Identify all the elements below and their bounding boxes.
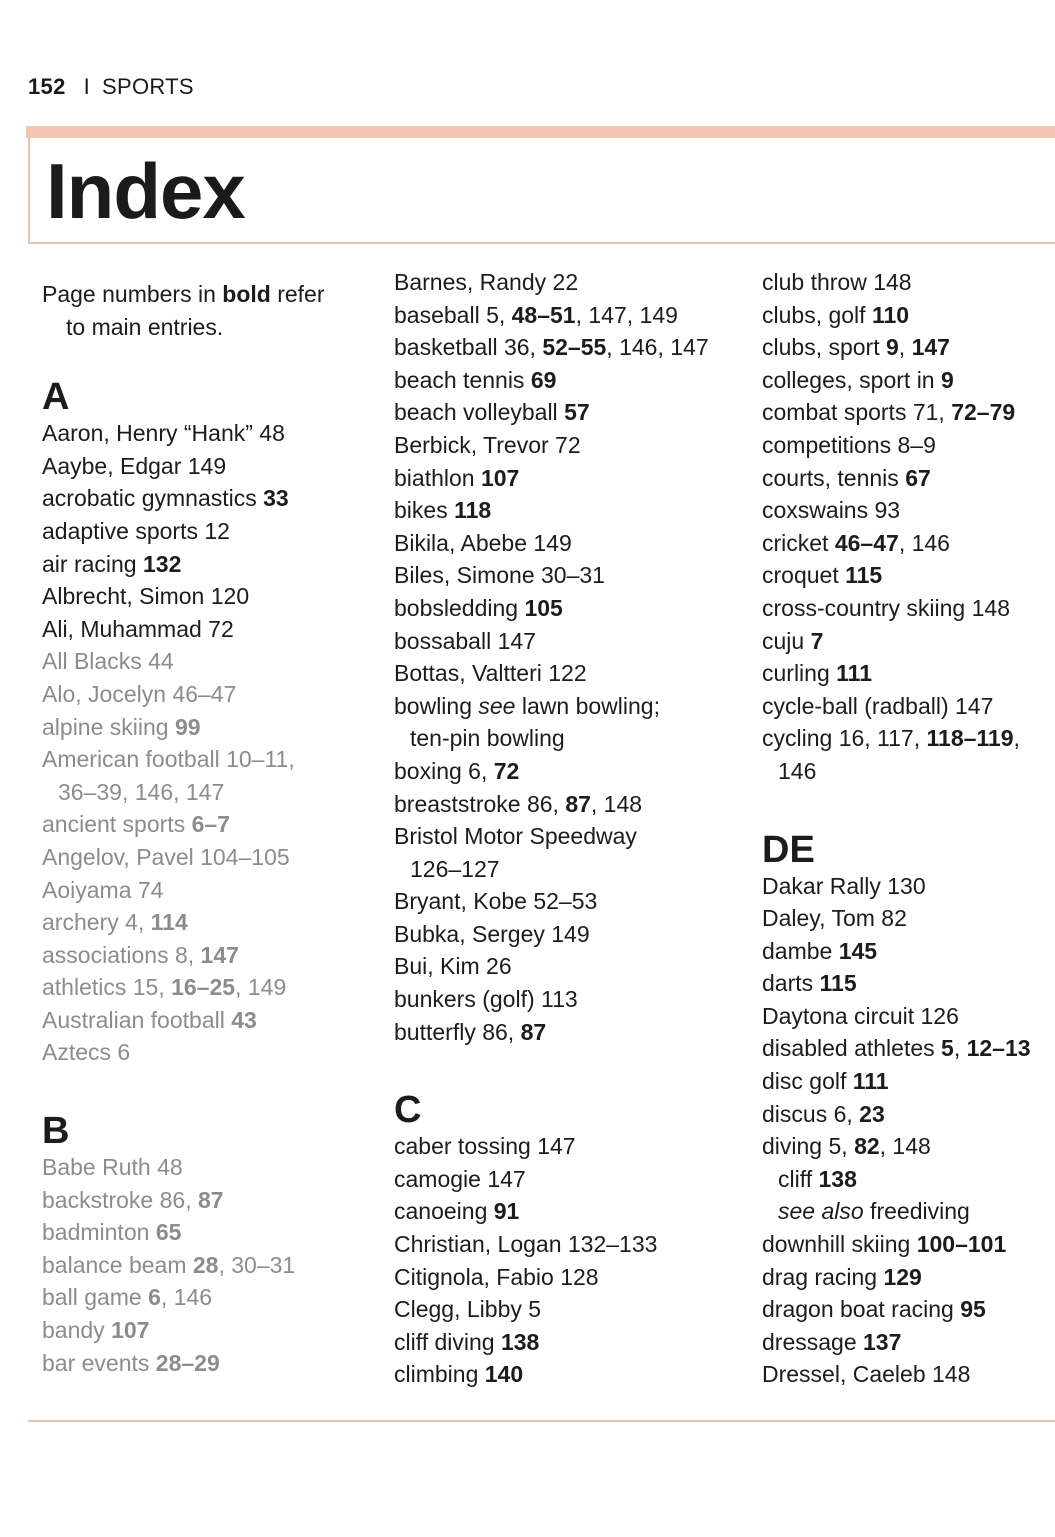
entry-text: cricket: [762, 529, 835, 556]
index-column-2: [394, 266, 744, 1391]
entry-text: Daley, Tom 82: [762, 905, 907, 932]
page-ref: 95: [960, 1296, 986, 1323]
entry-text: American football 10–11,: [42, 746, 295, 773]
entry-text: butterfly 86,: [394, 1018, 521, 1045]
index-entry: [394, 429, 744, 462]
index-entry: [762, 1065, 1052, 1098]
page-ref: 12–13: [966, 1035, 1031, 1062]
entry-text: camogie 147: [394, 1165, 526, 1192]
entry-text: ,: [1013, 725, 1020, 752]
note-bold: bold: [222, 281, 271, 307]
page-ref: 28: [192, 1251, 219, 1278]
entry-text: caber tossing 147: [394, 1133, 576, 1160]
page-ref: 105: [524, 594, 563, 621]
index-entry: [762, 870, 1052, 903]
index-entry: [762, 1326, 1052, 1359]
page-ref: 87: [565, 790, 591, 817]
entry-text: Alo, Jocelyn 46–47: [42, 680, 237, 707]
column-1-groups: [42, 377, 362, 1379]
page-ref: 111: [836, 660, 872, 687]
index-entry: [394, 299, 744, 332]
entry-text: dressage: [762, 1328, 864, 1355]
index-entry: [394, 625, 744, 658]
index-entry: [42, 645, 362, 678]
page-ref: 5: [941, 1035, 954, 1062]
index-entry: [762, 462, 1052, 495]
note-text-1: Page numbers in: [42, 281, 223, 307]
page-ref: 9: [940, 366, 954, 393]
index-entry: [42, 808, 362, 841]
index-entry: [394, 788, 744, 821]
entry-text: darts: [762, 970, 820, 997]
index-entry: [42, 1184, 362, 1217]
entry-text: bikes: [394, 497, 455, 524]
entry-text: clubs, golf: [762, 301, 872, 328]
page-ref: 82: [854, 1133, 880, 1160]
index-entry: [394, 690, 744, 723]
index-entry: [42, 1004, 362, 1037]
index-entry: [394, 1293, 744, 1326]
index-entry: [394, 1195, 744, 1228]
index-entry: [394, 1130, 744, 1163]
entry-text: see: [478, 692, 516, 719]
entry-text: backstroke 86,: [42, 1186, 198, 1213]
index-entry: [762, 299, 1052, 332]
entry-text: badminton: [42, 1219, 156, 1246]
entry-text: , 148: [879, 1133, 931, 1160]
page-ref: 147: [911, 334, 950, 361]
index-entry: [762, 902, 1052, 935]
entry-text: Biles, Simone 30–31: [394, 562, 605, 589]
index-entry: [394, 853, 744, 886]
index-entry: [42, 874, 362, 907]
page-ref: 23: [859, 1100, 885, 1127]
index-entry: [762, 935, 1052, 968]
entry-text: acrobatic gymnastics: [42, 485, 264, 512]
entry-text: beach volleyball: [394, 399, 565, 426]
page-ref: 147: [200, 941, 239, 968]
index-entry: [762, 755, 1052, 788]
entry-text: cuju: [762, 627, 811, 654]
index-entry: [394, 722, 744, 755]
entry-text: 36–39, 146, 147: [58, 778, 225, 805]
entry-text: canoeing: [394, 1198, 494, 1225]
index-entry: [42, 482, 362, 515]
index-entry: [394, 983, 744, 1016]
index-entry: [42, 1281, 362, 1314]
index-entry: [762, 429, 1052, 462]
entry-text: Albrecht, Simon 120: [42, 583, 250, 610]
entry-text: balance beam: [42, 1251, 193, 1278]
page-ref: 129: [883, 1263, 922, 1290]
page-ref: 107: [111, 1317, 150, 1344]
index-entry: [42, 1347, 362, 1380]
entry-text: Bubka, Sergey 149: [394, 920, 590, 947]
page-ref: 52–55: [542, 334, 607, 361]
section-letter: C: [394, 1089, 422, 1132]
entry-text: baseball 5,: [394, 301, 512, 328]
entry-text: colleges, sport in: [762, 366, 941, 393]
entry-text: cross-country skiing 148: [762, 594, 1010, 621]
bottom-rule: [28, 1420, 1055, 1422]
page-ref: 67: [905, 464, 931, 491]
entry-text: Daytona circuit 126: [762, 1002, 959, 1029]
entry-text: Bui, Kim 26: [394, 953, 512, 980]
index-entry: [394, 331, 744, 364]
index-entry: [762, 1228, 1052, 1261]
index-entry: [42, 1151, 362, 1184]
page-title: Index: [46, 147, 245, 235]
page-ref: 99: [174, 713, 201, 740]
index-entry: [394, 462, 744, 495]
entry-text: courts, tennis: [762, 464, 906, 491]
index-entry: [42, 743, 362, 776]
page-ref: 145: [838, 937, 878, 964]
entry-text: see also: [778, 1198, 864, 1225]
index-entry: [394, 1261, 744, 1294]
index-entry: [42, 548, 362, 581]
entry-text: bandy: [42, 1317, 112, 1344]
entry-text: ,: [953, 1035, 967, 1062]
page-ref: 65: [155, 1219, 182, 1246]
entry-text: ,: [898, 334, 912, 361]
page-ref: 16–25: [171, 974, 236, 1001]
index-entry: [762, 396, 1052, 429]
index-entry: [762, 1293, 1052, 1326]
page-ref: 138: [500, 1328, 540, 1355]
index-entry: [762, 266, 1052, 299]
entry-text: Dakar Rally 130: [762, 872, 926, 899]
index-entry: [762, 1358, 1052, 1391]
page-ref: 7: [810, 627, 824, 654]
index-entry: [394, 266, 744, 299]
entry-text: competitions 8–9: [762, 431, 936, 458]
page-ref: 91: [493, 1198, 520, 1225]
entry-text: clubs, sport: [762, 334, 886, 361]
entry-text: freediving: [863, 1198, 970, 1225]
entry-text: cliff diving: [394, 1328, 501, 1355]
page-ref: 28–29: [155, 1349, 220, 1376]
page-ref: 72–79: [951, 399, 1016, 426]
entry-text: curling: [762, 660, 837, 687]
entry-text: drag racing: [762, 1263, 884, 1290]
entry-text: Bikila, Abebe 149: [394, 529, 572, 556]
index-entry: [42, 515, 362, 548]
entry-text: ancient sports: [42, 811, 192, 838]
entry-text: Dressel, Caeleb 148: [762, 1361, 971, 1388]
entry-text: dambe: [762, 937, 839, 964]
index-entry: [762, 1163, 1052, 1196]
index-entry: [762, 1000, 1052, 1033]
header-separator: I: [83, 74, 91, 99]
index-note: [42, 278, 362, 343]
entry-text: Angelov, Pavel 104–105: [42, 843, 290, 870]
entry-text: basketball 36,: [394, 334, 543, 361]
entry-text: Aaybe, Edgar 149: [42, 452, 227, 479]
page-ref: 115: [845, 562, 883, 589]
entry-text: 146: [778, 757, 817, 784]
note-line-2: to main entries.: [66, 313, 224, 340]
index-entry: [42, 906, 362, 939]
entry-text: air racing: [42, 550, 143, 577]
index-entry: [394, 494, 744, 527]
index-entry: [394, 396, 744, 429]
index-entry: [762, 1098, 1052, 1131]
index-entry: [42, 613, 362, 646]
index-entry: [394, 918, 744, 951]
entry-text: beach tennis: [394, 366, 531, 393]
entry-text: athletics 15,: [42, 974, 172, 1001]
index-entry: [762, 1195, 1052, 1228]
section-letter: DE: [762, 828, 815, 871]
entry-text: Bottas, Valtteri 122: [394, 660, 587, 687]
entry-text: lawn bowling;: [515, 692, 660, 719]
entry-text: associations 8,: [42, 941, 201, 968]
page-ref: 6: [148, 1284, 161, 1311]
index-entry: [42, 417, 362, 450]
index-entry: [42, 1036, 362, 1069]
index-entry: [394, 950, 744, 983]
entry-text: 126–127: [410, 855, 500, 882]
entry-text: Christian, Logan 132–133: [394, 1231, 658, 1258]
page-ref: 6–7: [191, 811, 230, 838]
index-entry: [42, 776, 362, 809]
index-entry: [394, 657, 744, 690]
entry-text: Ali, Muhammad 72: [42, 615, 234, 642]
page-ref: 72: [493, 757, 520, 784]
entry-text: , 30–31: [218, 1251, 296, 1278]
index-entry: [762, 625, 1052, 658]
entry-text: Australian football: [42, 1006, 232, 1033]
entry-text: archery 4,: [42, 909, 151, 936]
page-ref: 43: [231, 1006, 257, 1033]
entry-text: disabled athletes: [762, 1035, 942, 1062]
entry-text: coxswains 93: [762, 497, 901, 524]
page-ref: 132: [142, 550, 182, 577]
entry-text: cliff: [778, 1165, 819, 1192]
entry-text: Babe Ruth 48: [42, 1154, 183, 1181]
entry-text: , 148: [590, 790, 643, 817]
page-ref: 140: [484, 1361, 524, 1388]
page-ref: 100–101: [916, 1231, 1007, 1258]
page-ref: 69: [530, 366, 557, 393]
index-entry: [762, 690, 1052, 723]
index-entry: [42, 939, 362, 972]
page-ref: 46–47: [834, 529, 899, 556]
entry-text: Berbick, Trevor 72: [394, 431, 581, 458]
index-entry: [394, 1016, 744, 1049]
entry-text: downhill skiing: [762, 1231, 917, 1258]
entry-text: dragon boat racing: [762, 1296, 961, 1323]
index-entry: [42, 580, 362, 613]
page-ref: 48–51: [511, 301, 576, 328]
entry-text: croquet: [762, 562, 846, 589]
section-name: SPORTS: [102, 74, 194, 99]
entry-text: Bryant, Kobe 52–53: [394, 888, 598, 915]
section-letter: B: [42, 1110, 70, 1153]
page-ref: 110: [871, 301, 910, 328]
note-line-1: [42, 278, 362, 311]
entry-text: bowling: [394, 692, 479, 719]
index-entry: [394, 1163, 744, 1196]
entry-text: , 146, 147: [606, 334, 709, 361]
index-entry: [762, 1261, 1052, 1294]
entry-text: biathlon: [394, 464, 481, 491]
entry-text: Clegg, Libby 5: [394, 1296, 542, 1323]
index-entry: [394, 559, 744, 592]
index-entry: [394, 755, 744, 788]
entry-text: bunkers (golf) 113: [394, 986, 578, 1013]
index-column-3: [762, 266, 1052, 1391]
entry-text: alpine skiing: [42, 713, 175, 740]
entry-text: adaptive sports 12: [42, 517, 230, 544]
entry-text: disc golf: [762, 1068, 853, 1095]
entry-text: cycle-ball (radball) 147: [762, 692, 994, 719]
page-ref: 118–119: [926, 725, 1014, 752]
column-3-groups: [762, 266, 1052, 1391]
column-2-groups: [394, 266, 744, 1391]
index-entry: [42, 678, 362, 711]
index-entry: [762, 592, 1052, 625]
entry-text: , 146: [160, 1284, 213, 1311]
page-ref: 118: [454, 497, 492, 524]
note-text-2: refer: [270, 281, 325, 307]
index-entry: [762, 527, 1052, 560]
index-entry: [762, 967, 1052, 1000]
entry-text: , 147, 149: [575, 301, 678, 328]
index-entry: [394, 592, 744, 625]
running-head: [28, 74, 194, 100]
page-ref: 33: [263, 485, 289, 512]
entry-text: Aztecs 6: [42, 1039, 131, 1066]
entry-text: bar events: [42, 1349, 156, 1376]
page-ref: 137: [863, 1328, 902, 1355]
entry-text: Aoiyama 74: [42, 876, 164, 903]
index-entry: [42, 971, 362, 1004]
entry-text: All Blacks 44: [42, 648, 174, 675]
index-entry: [394, 820, 744, 853]
index-entry: [42, 711, 362, 744]
title-band: [26, 126, 1055, 138]
entry-text: ten-pin bowling: [410, 725, 565, 752]
entry-text: combat sports 71,: [762, 399, 952, 426]
entry-text: climbing: [394, 1361, 485, 1388]
page-ref: 87: [197, 1186, 224, 1213]
entry-text: club throw 148: [762, 269, 912, 295]
index-entry: [394, 364, 744, 397]
index-entry: [394, 527, 744, 560]
entry-text: Citignola, Fabio 128: [394, 1263, 599, 1290]
entry-text: Bristol Motor Speedway: [394, 823, 637, 850]
entry-text: , 146: [898, 529, 950, 556]
index-entry: [394, 1326, 744, 1359]
index-entry: [42, 841, 362, 874]
page-ref: 114: [150, 909, 188, 936]
index-entry: [394, 885, 744, 918]
entry-text: diving 5,: [762, 1133, 855, 1160]
entry-text: cycling 16, 117,: [762, 725, 927, 752]
index-entry: [42, 450, 362, 483]
page-ref: 107: [480, 464, 520, 491]
index-entry: [762, 494, 1052, 527]
entry-text: ball game: [42, 1284, 149, 1311]
index-entry: [42, 1249, 362, 1282]
index-entry: [762, 1130, 1052, 1163]
index-entry: [762, 331, 1052, 364]
index-entry: [762, 722, 1052, 755]
page-ref: 111: [852, 1068, 889, 1095]
index-entry: [762, 364, 1052, 397]
index-entry: [762, 1032, 1052, 1065]
index-column-1: [42, 266, 362, 1379]
entry-text: bossaball 147: [394, 627, 536, 654]
index-entry: [762, 559, 1052, 592]
entry-text: Barnes, Randy 22: [394, 269, 579, 295]
entry-text: bobsledding: [394, 594, 525, 621]
entry-text: discus 6,: [762, 1100, 860, 1127]
index-entry: [42, 1314, 362, 1347]
index-entry: [394, 1228, 744, 1261]
page-ref: 115: [819, 970, 857, 997]
index-entry: [42, 1216, 362, 1249]
section-letter: A: [42, 376, 70, 419]
entry-text: Aaron, Henry “Hank” 48: [42, 420, 285, 447]
entry-text: breaststroke 86,: [394, 790, 566, 817]
page-number: 152: [28, 74, 66, 99]
page-ref: 87: [520, 1018, 547, 1045]
index-entry: [394, 1358, 744, 1391]
index-entry: [762, 657, 1052, 690]
page-ref: 138: [818, 1165, 857, 1192]
page-ref: 57: [564, 399, 590, 426]
page-ref: 9: [886, 334, 899, 361]
entry-text: boxing 6,: [394, 757, 494, 784]
entry-text: , 149: [235, 974, 287, 1001]
